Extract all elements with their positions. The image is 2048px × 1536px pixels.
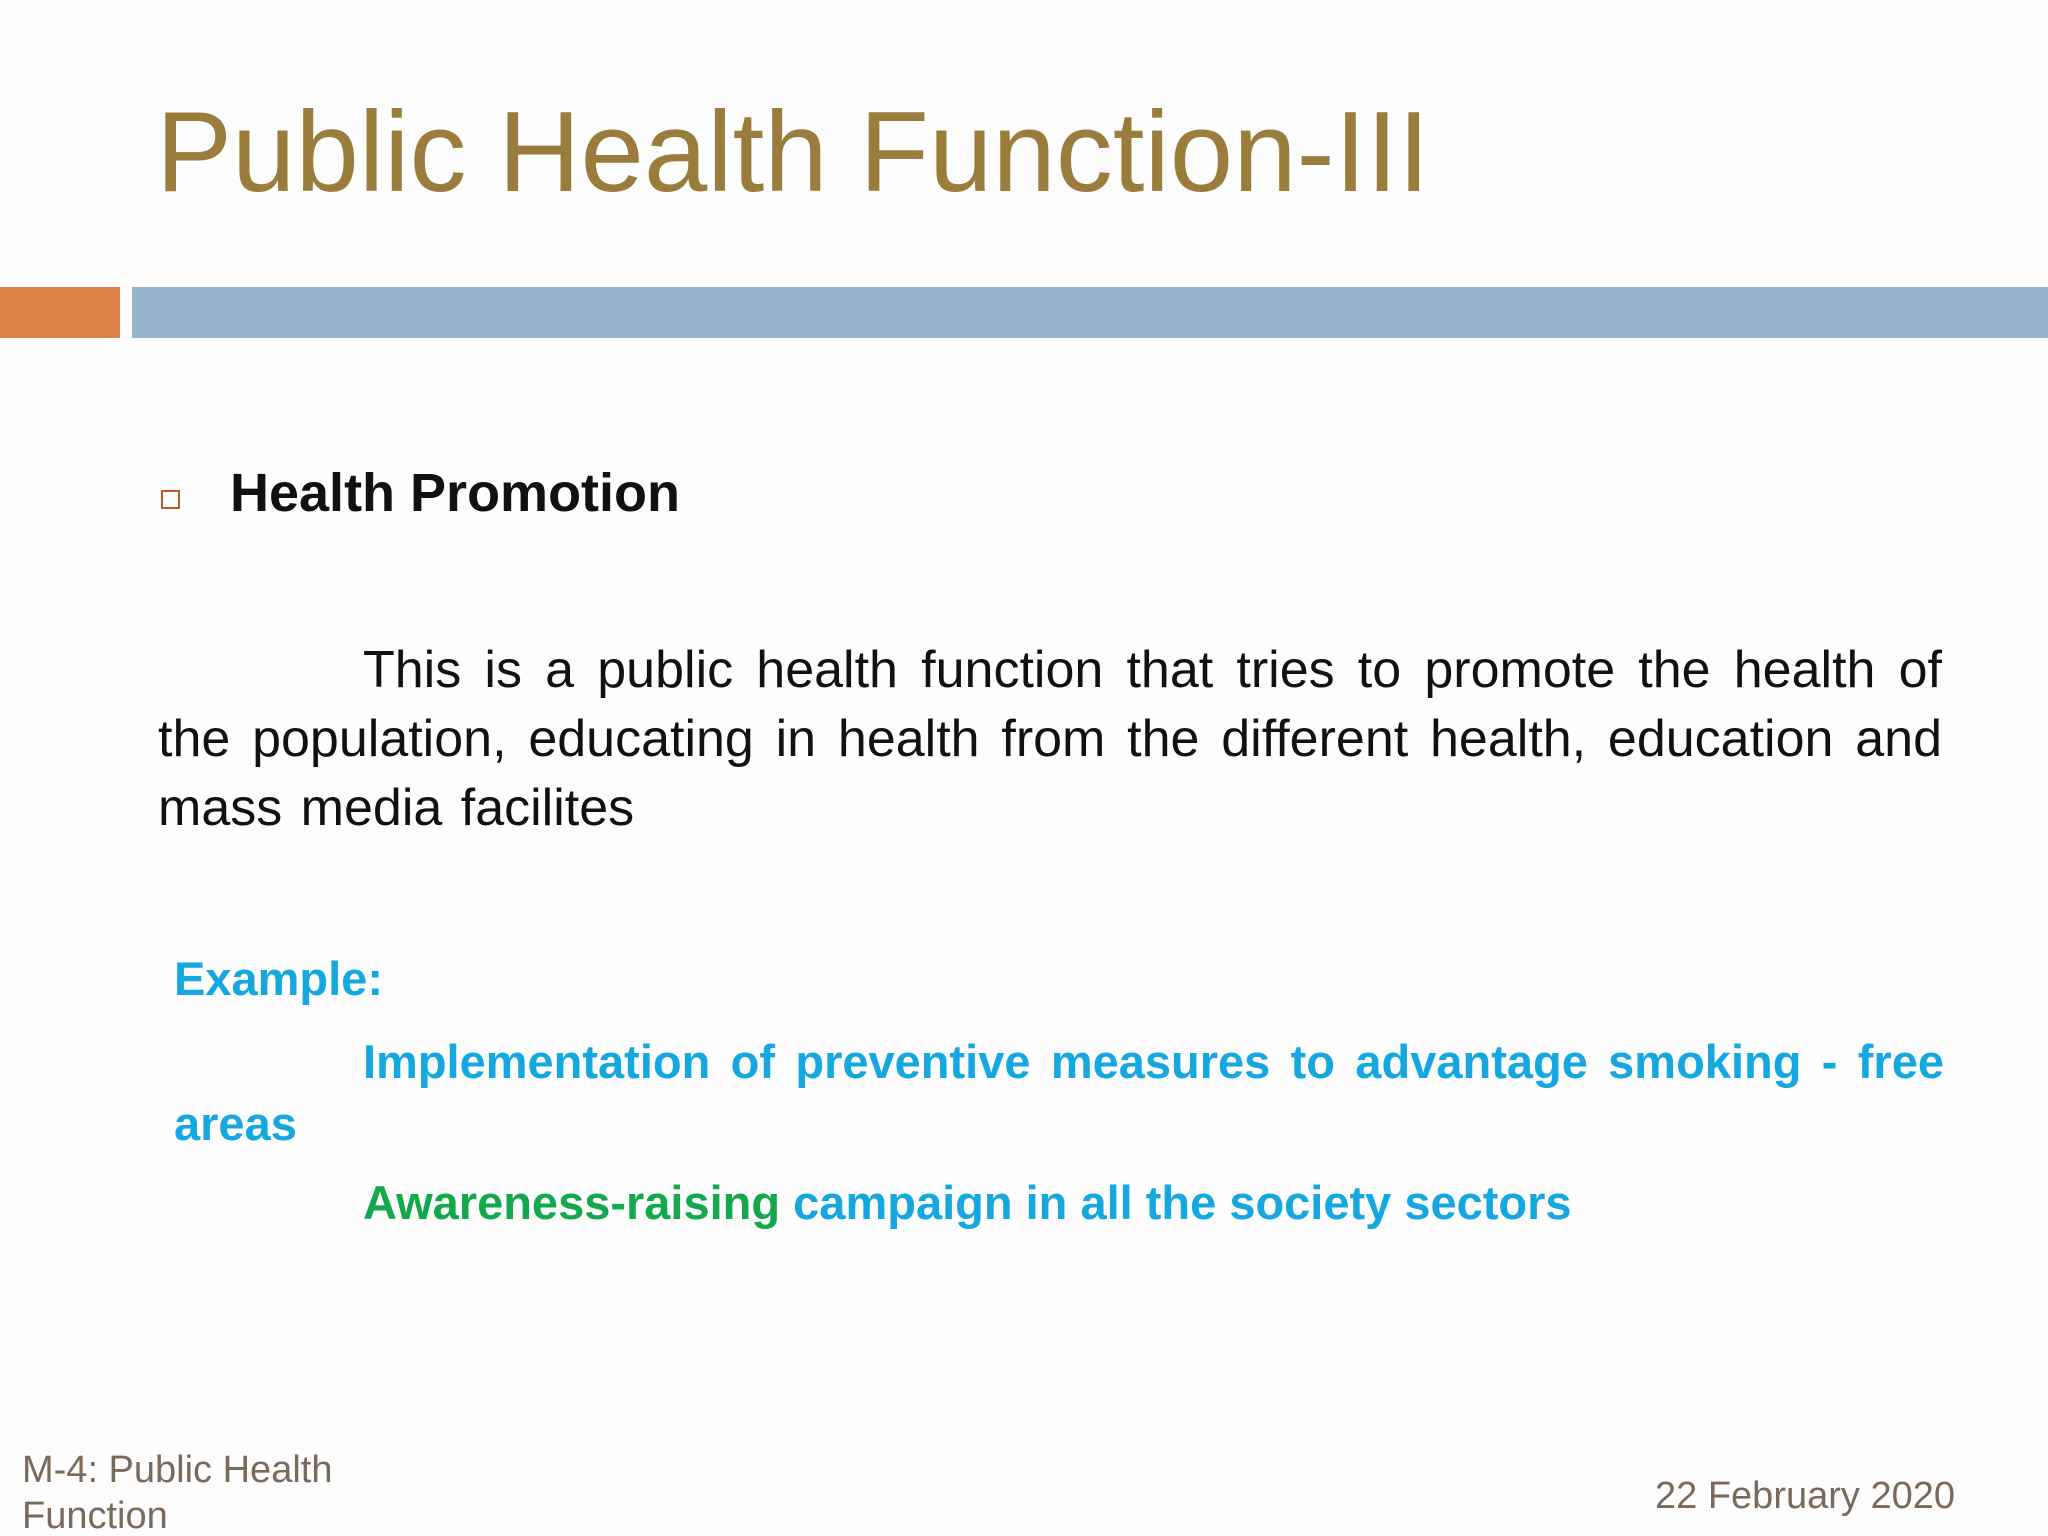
accent-bar-blue: [132, 287, 2048, 338]
slide-title: Public Health Function-III: [156, 89, 1430, 216]
footer-module: M-4: Public Health Function: [22, 1449, 333, 1536]
square-bullet-icon: [161, 490, 180, 509]
section-heading: Health Promotion: [230, 463, 681, 523]
example-label: Example:: [174, 952, 383, 1005]
example-implementation: Implementation of preventive measures to advantage smoking - free areas: [174, 1035, 1944, 1150]
example-awareness: [363, 1174, 1572, 1232]
awareness-highlight: Awareness-raising: [363, 1176, 781, 1229]
footer-date: 22 February 2020: [1655, 1475, 1955, 1517]
body-paragraph: This is a public health function that tries to promote the health of the population, educating in health from the different health, education and mass media facilites: [158, 641, 1942, 837]
accent-bar-orange: [0, 287, 120, 338]
awareness-text: campaign in all the society sectors: [793, 1176, 1572, 1229]
